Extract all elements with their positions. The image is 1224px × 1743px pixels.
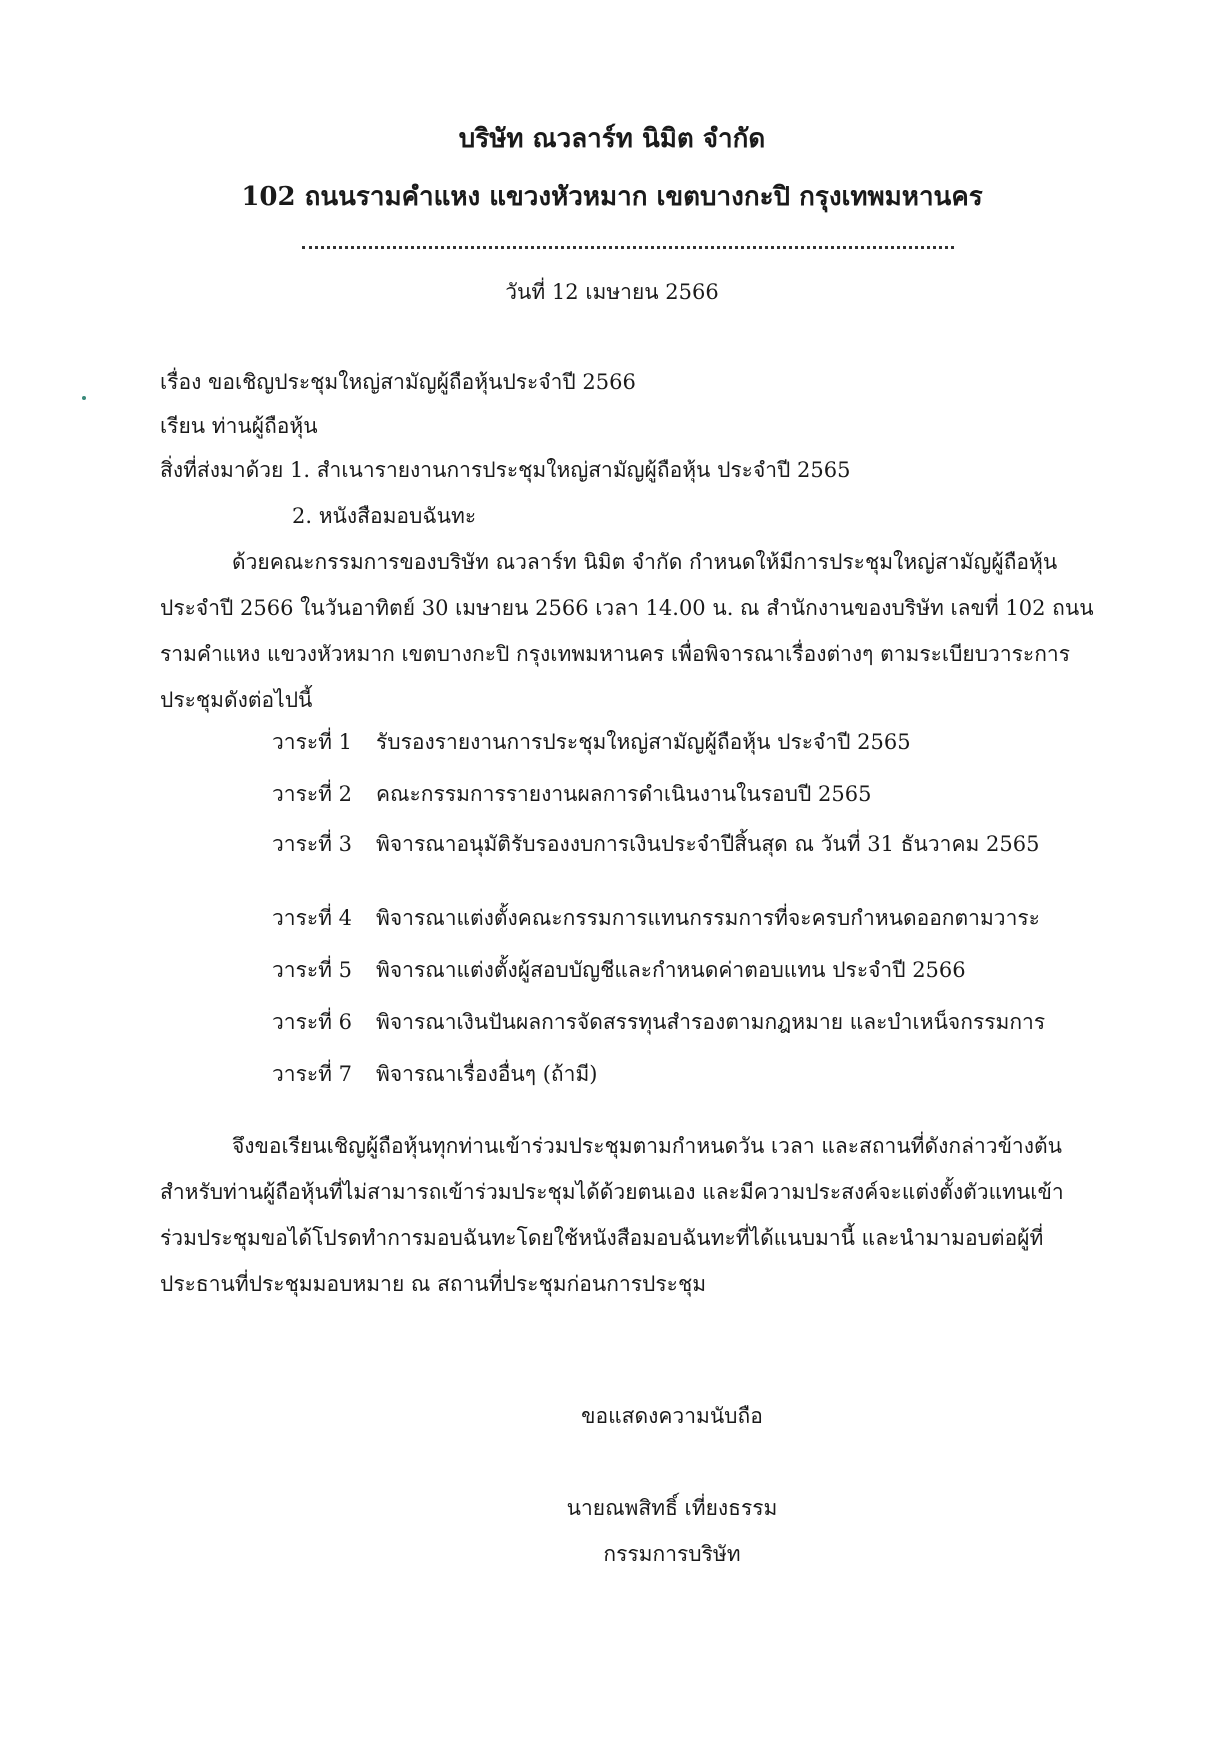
signer-title: กรรมการบริษัท bbox=[603, 1542, 741, 1566]
agenda-item-4 bbox=[272, 902, 1040, 935]
invitation-line-4: ประธานที่ประชุมมอบหมาย ณ สถานที่ประชุมก่อนการประชุม bbox=[160, 1272, 707, 1296]
header-divider bbox=[302, 246, 954, 249]
enclosure-2: 2. หนังสือมอบฉันทะ bbox=[292, 504, 477, 528]
agenda-text: พิจารณาอนุมัติรับรองงบการเงินประจำปีสิ้นสุด ณ วันที่ 31 ธันวาคม 2565 bbox=[376, 832, 1040, 856]
invitation-line-3: ร่วมประชุมขอได้โปรดทำการมอบฉันทะโดยใช้หนังสือมอบฉันทะที่ได้แนบมานี้ และนำมามอบต่อผู้ที่ bbox=[160, 1226, 1044, 1250]
agenda-text: รับรองรายงานการประชุมใหญ่สามัญผู้ถือหุ้น ประจำปี 2565 bbox=[376, 730, 911, 754]
agenda-item-2 bbox=[272, 778, 871, 811]
agenda-text: พิจารณาเงินปันผลการจัดสรรทุนสำรองตามกฎหมาย และบำเหน็จกรรมการ bbox=[376, 1010, 1046, 1034]
company-name: บริษัท ณวลาร์ท นิมิต จำกัด bbox=[458, 124, 766, 154]
agenda-item-6 bbox=[272, 1006, 1045, 1039]
enclosure-1: สิ่งที่ส่งมาด้วย 1. สำเนารายงานการประชุมใหญ่สามัญผู้ถือหุ้น ประจำปี 2565 bbox=[160, 458, 851, 482]
agenda-text: พิจารณาแต่งตั้งผู้สอบบัญชีและกำหนดค่าตอบแทน ประจำปี 2566 bbox=[376, 958, 966, 982]
intro-line-1: ด้วยคณะกรรมการของบริษัท ณวลาร์ท นิมิต จำกัด กำหนดให้มีการประชุมใหญ่สามัญผู้ถือหุ้น bbox=[232, 550, 1058, 574]
agenda-text: คณะกรรมการรายงานผลการดำเนินงานในรอบปี 2565 bbox=[376, 782, 872, 806]
closing-regards: ขอแสดงความนับถือ bbox=[581, 1404, 763, 1428]
company-address: 102 ถนนรามคำแหง แขวงหัวหมาก เขตบางกะปิ กรุงเทพมหานคร bbox=[241, 182, 983, 212]
agenda-item-5 bbox=[272, 954, 966, 987]
agenda-item-1 bbox=[272, 726, 911, 759]
letter-date: วันที่ 12 เมษายน 2566 bbox=[505, 280, 719, 304]
agenda-label: วาระที่ 4 bbox=[272, 906, 353, 930]
invitation-line-2: สำหรับท่านผู้ถือหุ้นที่ไม่สามารถเข้าร่วมประชุมได้ด้วยตนเอง และมีความประสงค์จะแต่งตั้งตัวแทนเข้า bbox=[160, 1180, 1064, 1204]
agenda-item-7 bbox=[272, 1058, 597, 1091]
agenda-item-3 bbox=[272, 828, 1039, 861]
agenda-label: วาระที่ 2 bbox=[272, 782, 353, 806]
agenda-label: วาระที่ 3 bbox=[272, 832, 353, 856]
agenda-label: วาระที่ 1 bbox=[272, 730, 353, 754]
intro-line-2: ประจำปี 2566 ในวันอาทิตย์ 30 เมษายน 2566 เวลา 14.00 น. ณ สำนักงานของบริษัท เลขที่ 102 ถนน bbox=[160, 596, 1094, 620]
intro-line-3: รามคำแหง แขวงหัวหมาก เขตบางกะปิ กรุงเทพมหานคร เพื่อพิจารณาเรื่องต่างๆ ตามระเบียบวาระการ bbox=[160, 642, 1070, 666]
agenda-text: พิจารณาเรื่องอื่นๆ (ถ้ามี) bbox=[376, 1062, 598, 1086]
recipient-line: เรียน ท่านผู้ถือหุ้น bbox=[160, 414, 318, 438]
agenda-label: วาระที่ 6 bbox=[272, 1010, 353, 1034]
agenda-label: วาระที่ 7 bbox=[272, 1062, 353, 1086]
intro-line-4: ประชุมดังต่อไปนี้ bbox=[160, 688, 313, 712]
scan-speck bbox=[82, 396, 86, 400]
subject-line: เรื่อง ขอเชิญประชุมใหญ่สามัญผู้ถือหุ้นประจำปี 2566 bbox=[160, 370, 636, 394]
agenda-label: วาระที่ 5 bbox=[272, 958, 353, 982]
signer-name: นายณพสิทธิ์ เที่ยงธรรม bbox=[566, 1496, 778, 1520]
agenda-text: พิจารณาแต่งตั้งคณะกรรมการแทนกรรมการที่จะครบกำหนดออกตามวาระ bbox=[376, 906, 1040, 930]
invitation-line-1: จึงขอเรียนเชิญผู้ถือหุ้นทุกท่านเข้าร่วมประชุมตามกำหนดวัน เวลา และสถานที่ดังกล่าวข้างต้น bbox=[232, 1134, 1062, 1158]
